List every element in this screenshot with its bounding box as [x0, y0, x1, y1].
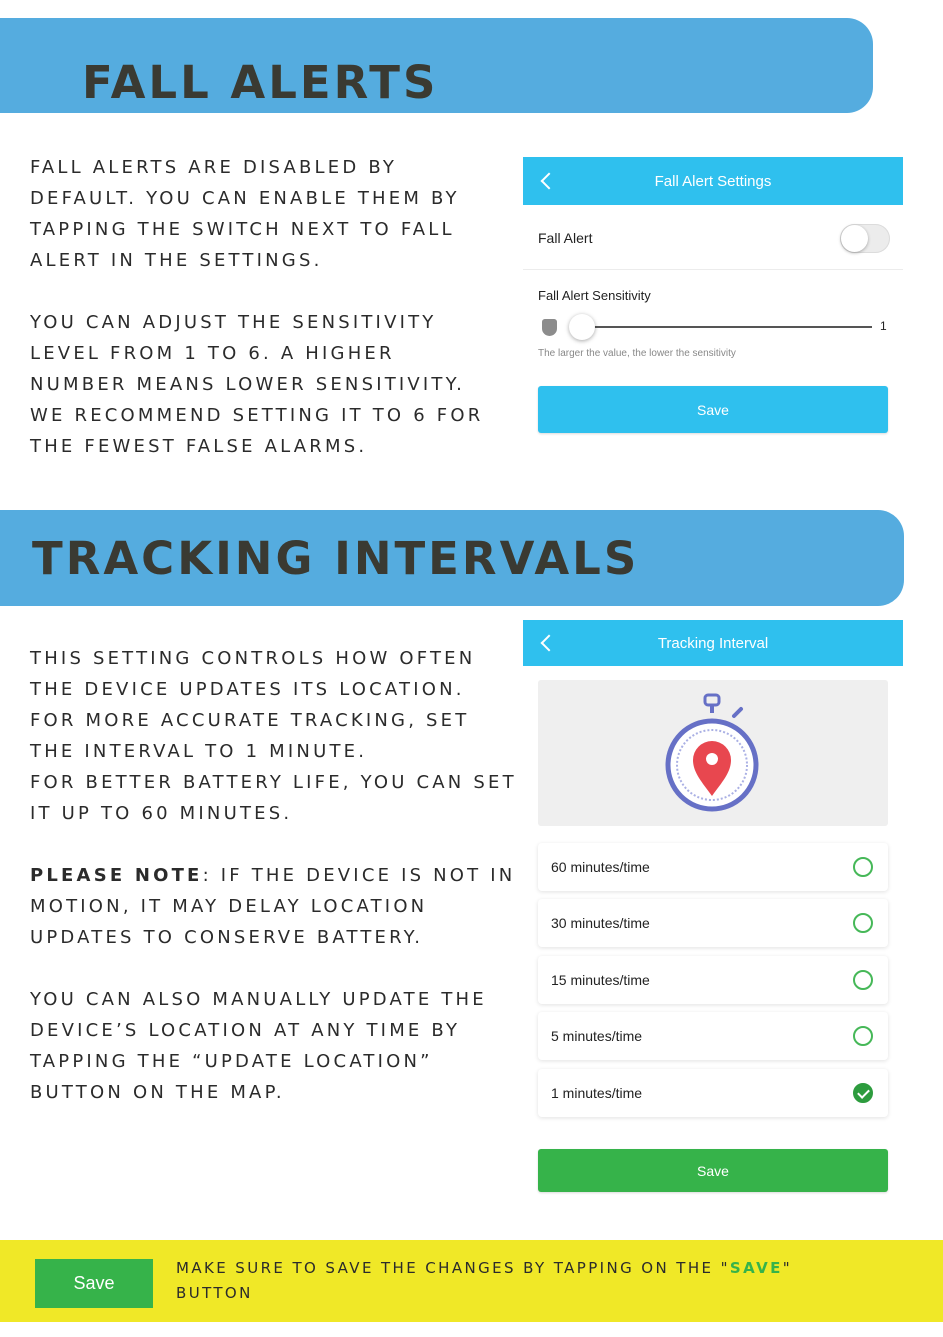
interval-option-selected[interactable] [538, 1069, 888, 1117]
interval-option-label: 5 minutes/time [551, 1028, 643, 1044]
interval-option-label: 1 minutes/time [551, 1085, 643, 1101]
fall-alerts-paragraph-2: YOU CAN ADJUST THE SENSITIVITY LEVEL FROM 1 TO 6. A HIGHER NUMBER MEANS LOWER SENSITIVITY. WE RECOMMEND SETTING IT TO 6 FOR THE FEWEST FALSE ALARMS. [30, 312, 484, 457]
fall-alerts-heading: FALL ALERTS [82, 56, 439, 109]
tracking-note [30, 860, 520, 953]
tracking-save-button[interactable]: Save [538, 1149, 888, 1192]
sensitivity-hint: The larger the value, the lower the sensitivity [538, 348, 736, 359]
tracking-illustration-card [538, 680, 888, 826]
interval-option-label: 60 minutes/time [551, 859, 650, 875]
tracking-line-2: FOR MORE ACCURATE TRACKING, SET THE INTERVAL TO 1 MINUTE. [30, 710, 470, 762]
check-circle-icon[interactable] [853, 1083, 873, 1103]
interval-option[interactable] [538, 899, 888, 947]
sensitivity-value: 1 [880, 319, 887, 333]
interval-option[interactable] [538, 956, 888, 1004]
footer-note-highlight: SAVE [729, 1259, 783, 1277]
sensitivity-slider-handle[interactable] [569, 314, 595, 340]
fall-alert-toggle[interactable] [840, 224, 890, 253]
footer-note-before: MAKE SURE TO SAVE THE CHANGES BY TAPPING ON THE " [176, 1259, 730, 1277]
chevron-left-icon[interactable] [541, 635, 558, 652]
footer-save-button-sample[interactable]: Save [35, 1259, 153, 1308]
interval-option[interactable] [538, 843, 888, 891]
fall-alerts-paragraph-1: FALL ALERTS ARE DISABLED BY DEFAULT. YOU CAN ENABLE THEM BY TAPPING THE SWITCH NEXT TO FALL ALERT IN THE SETTINGS. [30, 157, 460, 271]
sensitivity-label: Fall Alert Sensitivity [538, 288, 651, 303]
radio-circle-icon[interactable] [853, 970, 873, 990]
shield-icon [542, 319, 557, 336]
radio-circle-icon[interactable] [853, 857, 873, 877]
interval-option-label: 30 minutes/time [551, 915, 650, 931]
radio-circle-icon[interactable] [853, 1026, 873, 1046]
fall-alert-label: Fall Alert [538, 230, 593, 246]
tracking-intervals-banner [0, 510, 904, 606]
tracking-intervals-heading: TRACKING INTERVALS [32, 532, 640, 585]
interval-option[interactable] [538, 1012, 888, 1060]
tracking-line-3: FOR BETTER BATTERY LIFE, YOU CAN SET IT UP TO 60 MINUTES. [30, 772, 517, 824]
fall-alert-settings-title: Fall Alert Settings [654, 172, 772, 190]
tracking-line-1: THIS SETTING CONTROLS HOW OFTEN THE DEVICE UPDATES ITS LOCATION. [30, 648, 476, 700]
fall-alert-save-button[interactable]: Save [538, 386, 888, 433]
tracking-interval-header [523, 620, 903, 666]
footer-note-after: " BUTTON [176, 1259, 793, 1302]
note-text: : IF THE DEVICE IS NOT IN MOTION, IT MAY DELAY LOCATION UPDATES TO CONSERVE BATTERY. [30, 865, 516, 948]
footer-note [176, 1256, 866, 1306]
tracking-interval-title: Tracking Interval [657, 634, 769, 652]
fall-alerts-banner [0, 18, 873, 113]
note-label: PLEASE NOTE [30, 865, 203, 886]
divider [523, 269, 903, 270]
chevron-left-icon[interactable] [541, 173, 558, 190]
fall-alert-settings-header [523, 157, 903, 205]
stopwatch-location-pin-icon [538, 680, 888, 826]
tracking-paragraph-3: YOU CAN ALSO MANUALLY UPDATE THE DEVICE’S LOCATION AT ANY TIME BY TAPPING THE “UPDATE LOCATION” BUTTON ON THE MAP. [30, 989, 487, 1103]
tracking-description [30, 643, 520, 1108]
radio-circle-icon[interactable] [853, 913, 873, 933]
toggle-knob [841, 225, 868, 252]
interval-option-label: 15 minutes/time [551, 972, 650, 988]
sensitivity-slider-track[interactable] [572, 326, 872, 328]
fall-alerts-description [30, 152, 500, 462]
